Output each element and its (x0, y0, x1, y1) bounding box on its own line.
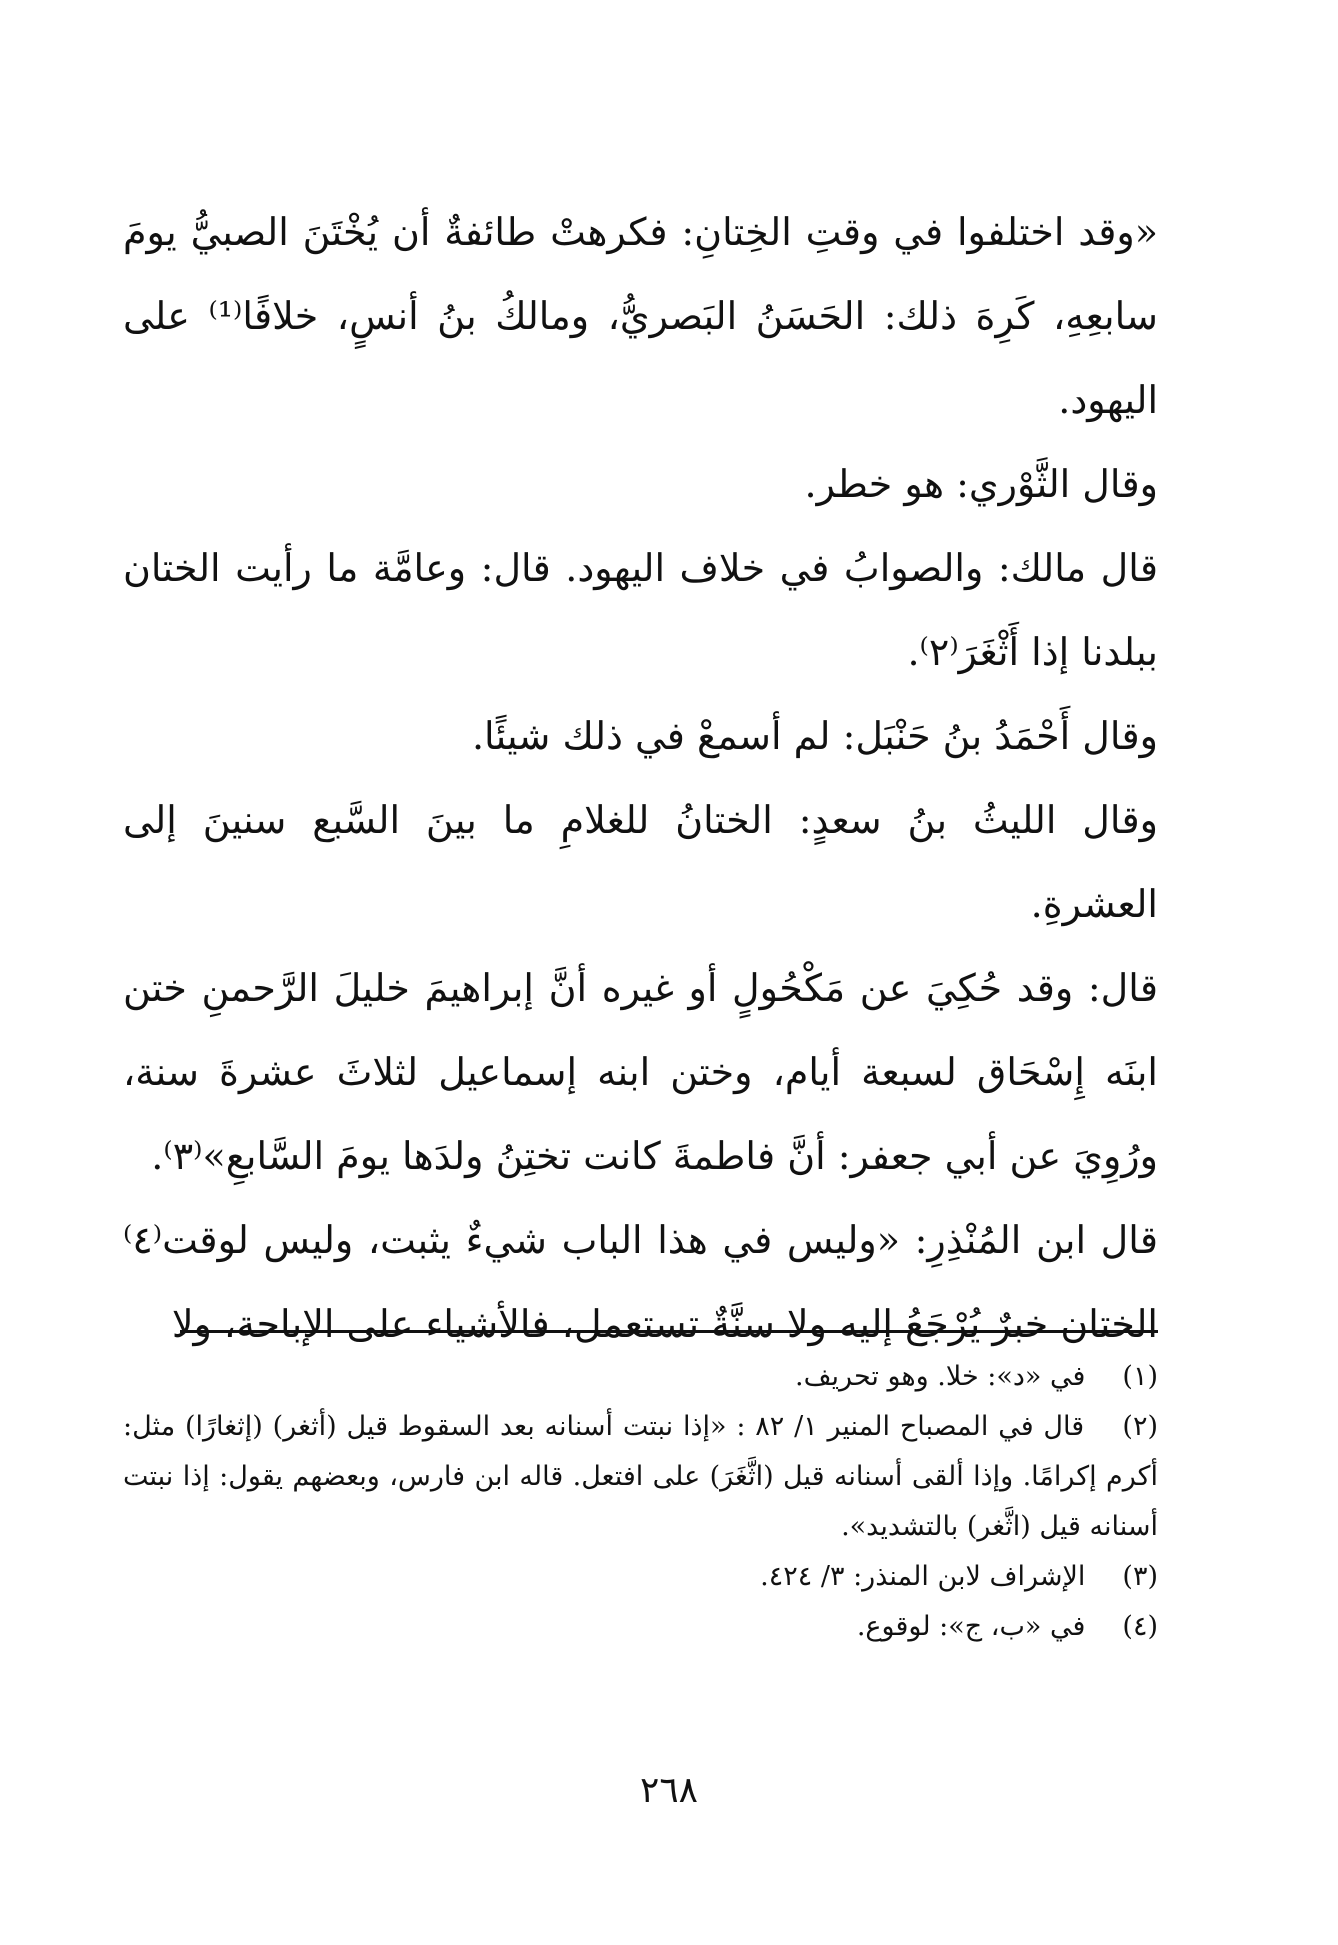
paragraph: قال: وقد حُكِيَ عن مَكْحُولٍ أو غيره أنَّ إبراهيمَ خليلَ الرَّحمنِ ختن ابنَه إِسْحَاق لسبعة أيام، وختن ابنه إسماعيل لثلاثَ عشرةَ سنة، ورُوِيَ عن أبي جعفر: أنَّ فاطمةَ كانت تختِنُ ولدَها يومَ السَّابعِ»⁽٣⁾. (123, 966, 1158, 1178)
paragraph: وقال أَحْمَدُ بنُ حَنْبَل: لم أسمعْ في ذلك شيئًا. (471, 714, 1158, 758)
footnote-number: (٣) (1122, 1561, 1158, 1592)
footnote-item (123, 1402, 1158, 1552)
footnote-number: (١) (1122, 1361, 1158, 1392)
footnote-separator (180, 1330, 1158, 1333)
paragraph: وقال الليثُ بنُ سعدٍ: الختانُ للغلامِ ما بينَ السَّبع سنينَ إلى العشرةِ. (123, 798, 1159, 926)
footnote-number: (٢) (1122, 1411, 1159, 1442)
footnote-text: في «ب، ج»: لوقوع. (856, 1611, 1086, 1642)
paragraph: قال مالك: والصوابُ في خلاف اليهود. قال: وعامَّة ما رأيت الختان ببلدنا إذا أَثْغَرَ⁽٢⁾. (123, 546, 1158, 674)
paragraph: «وقد اختلفوا في وقتِ الخِتانِ: فكرهتْ طائفةٌ أن يُخْتَنَ الصبيُّ يومَ سابعِهِ، كَرِهَ ذلك: الحَسَنُ البَصريُّ، ومالكُ بنُ أنسٍ، خلافًا⁽¹⁾ على اليهود. (123, 210, 1159, 422)
footnote-text: الإشراف لابن المنذر: ٣/ ٤٢٤. (760, 1561, 1086, 1592)
footnote-item (123, 1552, 1158, 1602)
footnote-text: قال في المصباح المنير ١/ ٨٢ : «إذا نبتت أسنانه بعد السقوط قيل (أثغر) (إثغارًا) مثل: أكرم إكرامًا. وإذا ألقى أسنانه قيل (اثَّغَرَ) على افتعل. قاله ابن فارس، وبعضهم يقول: إذا نبتت أسنانه قيل (اثَّغر) بالتشديد». (123, 1411, 1158, 1542)
paragraph: وقال الثَّوْري: هو خطر. (804, 462, 1158, 506)
page-number: ٢٦٨ (639, 1770, 698, 1811)
footnote-text: في «د»: خلا. وهو تحريف. (795, 1361, 1086, 1392)
footnote-number: (٤) (1122, 1611, 1158, 1642)
paragraph: قال ابن المُنْذِرِ: «وليس في هذا الباب شيءٌ يثبت، وليس لوقت⁽٤⁾ الختان خبرٌ يُرْجَعُ إليه ولا سنَّةٌ تستعمل، فالأشياء على الإباحة، ولا (123, 1218, 1158, 1346)
main-text (123, 190, 1158, 1366)
footnote-item (123, 1602, 1158, 1652)
footnote-item (123, 1352, 1158, 1402)
footnotes (123, 1352, 1158, 1652)
